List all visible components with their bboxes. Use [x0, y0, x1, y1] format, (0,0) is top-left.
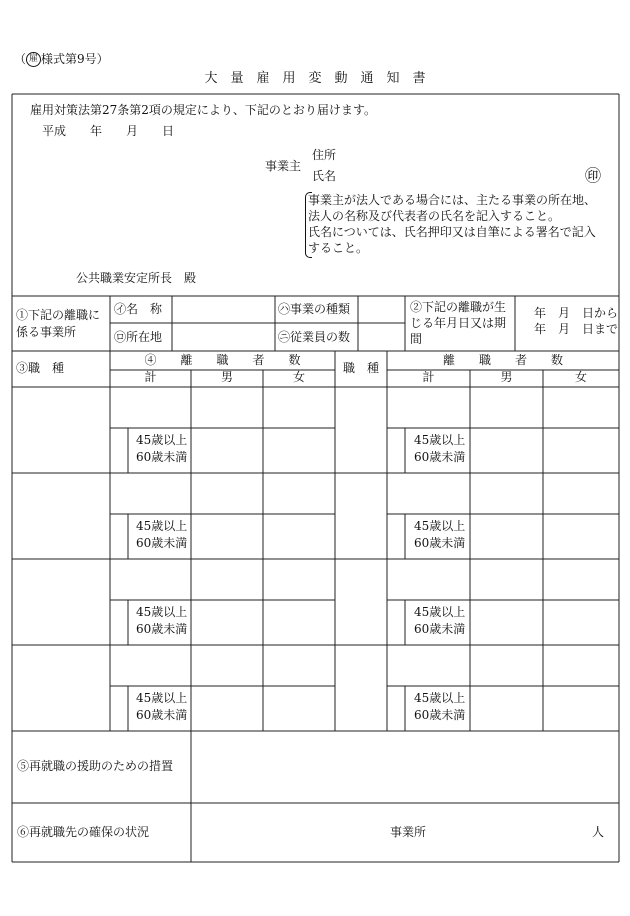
column-header: 女 — [292, 370, 305, 384]
column-header: 女 — [574, 370, 587, 384]
office-count-label: 事業所 — [390, 825, 427, 839]
age-45-60-subrow-label: 45歳以上 60歳未満 — [414, 691, 466, 722]
business-type-label: ㋩事業の種類 — [278, 302, 351, 316]
age-45-60-subrow-label: 45歳以上 60歳未満 — [136, 519, 188, 550]
name-label: 氏名 — [312, 169, 337, 183]
age-45-60-subrow-label: 45歳以上 60歳未満 — [136, 605, 188, 636]
job-type-header-2: 職 種 — [342, 361, 379, 375]
persons-unit: 人 — [592, 825, 605, 839]
note-line: 法人の名称及び代表者の氏名を記入すること。 — [308, 209, 561, 223]
period-from[interactable]: 年 月 日から — [534, 306, 619, 320]
column-header: 計 — [422, 370, 435, 384]
address-label: 住所 — [312, 148, 337, 162]
employer-label: 事業主 — [265, 159, 302, 173]
office-label: ①下記の離職に 係る事業所 — [16, 308, 101, 339]
note — [308, 192, 608, 256]
separations-header-2: 離 職 者 数 — [442, 353, 563, 367]
column-header: 計 — [144, 370, 157, 384]
column-header: 男 — [500, 370, 513, 384]
office-location-label: ㋺所在地 — [114, 330, 163, 344]
age-45-60-subrow-label: 45歳以上 60歳未満 — [136, 691, 188, 722]
note-line: 事業主が法人である場合には、主たる事業の所在地、 — [308, 193, 597, 207]
addressee: 公共職業安定所長 殿 — [76, 271, 197, 285]
note-line: 氏名については、氏名押印又は自筆による署名で記入 — [308, 225, 596, 239]
note-line: すること。 — [308, 241, 369, 255]
reemployment-status-label: ⑥再就職先の確保の状況 — [17, 825, 150, 839]
form-number: （ 雇 様式第9号） — [14, 52, 109, 66]
employee-count-label: ㋥従業員の数 — [278, 330, 351, 344]
age-45-60-subrow-label: 45歳以上 60歳未満 — [414, 519, 466, 550]
job-type-header: ③職 種 — [16, 361, 65, 375]
seal-icon: ㊞ — [585, 166, 602, 185]
office-name-label: ㋑名 称 — [114, 302, 163, 316]
period-to[interactable]: 年 月 日まで — [534, 322, 619, 336]
form-mark-icon: 雇 — [26, 52, 41, 67]
date-field[interactable]: 平成 年 月 日 — [42, 124, 175, 138]
age-45-60-subrow-label: 45歳以上 60歳未満 — [414, 433, 466, 464]
column-header: 男 — [220, 370, 233, 384]
page-title: 大 量 雇 用 変 動 通 知 書 — [204, 71, 426, 86]
period-label: ②下記の離職が生 じる年月日又は期 間 — [410, 300, 507, 346]
reemployment-support-label: ⑤再就職の援助のための措置 — [17, 759, 174, 773]
statement: 雇用対策法第27条第2項の規定により、下記のとおり届けます。 — [30, 103, 376, 117]
age-45-60-subrow-label: 45歳以上 60歳未満 — [136, 433, 188, 464]
age-45-60-subrow-label: 45歳以上 60歳未満 — [414, 605, 466, 636]
separations-header: ④ 離 職 者 数 — [144, 353, 301, 367]
